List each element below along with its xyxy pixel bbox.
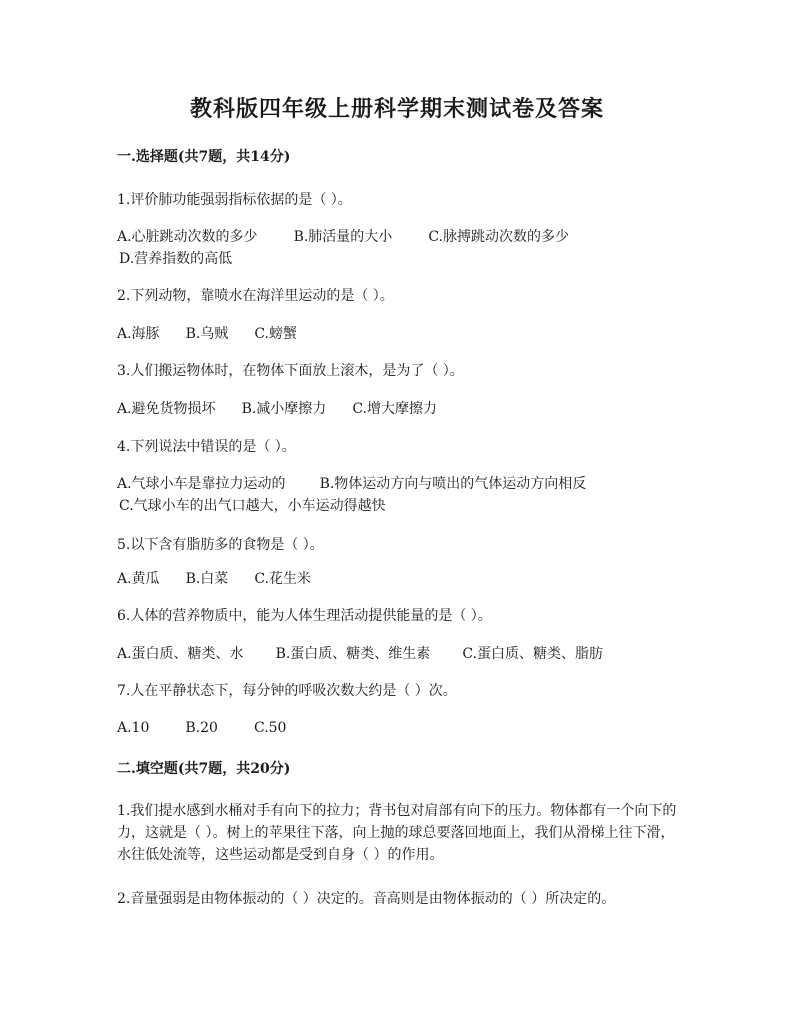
question-options — [117, 226, 687, 248]
question-stem: 3.人们搬运物体时，在物体下面放上滚木，是为了（ ）。 — [117, 363, 464, 379]
option: A.蛋白质、糖类、水 — [117, 646, 244, 662]
question-options — [117, 323, 687, 345]
option: C.脉搏跳动次数的多少 — [428, 229, 569, 245]
option: C.增大摩擦力 — [352, 401, 437, 417]
option: B.物体运动方向与喷出的气体运动方向相反 — [319, 476, 587, 492]
option: A.黄瓜 — [117, 571, 160, 587]
question-options — [117, 473, 687, 495]
option: C.50 — [253, 720, 287, 736]
fill-question-2: 2.音量强弱是由物体振动的（ ）决定的。音高则是由物体振动的（ ）所决定的。 — [117, 891, 616, 907]
question-stem: 5.以下含有脂肪多的食物是（ ）。 — [117, 537, 324, 553]
option: C.气球小车的出气口越大，小车运动得越快 — [119, 498, 386, 514]
section-heading-fill: 二.填空题(共7题，共20分) — [117, 761, 291, 777]
option: B.20 — [185, 720, 218, 736]
option: B.白菜 — [185, 571, 229, 587]
option: B.减小摩擦力 — [241, 401, 327, 417]
option: A.海豚 — [117, 326, 160, 342]
section-heading-choice: 一.选择题(共7题，共14分) — [117, 149, 291, 165]
option: A.避免货物损坏 — [117, 401, 216, 417]
option: A.气球小车是靠拉力运动的 — [117, 476, 286, 492]
option: C.花生米 — [254, 571, 311, 587]
question-options — [119, 495, 689, 517]
question-options — [117, 568, 687, 590]
option: A.心脏跳动次数的多少 — [117, 229, 258, 245]
page-title: 教科版四年级上册科学期末测试卷及答案 — [189, 96, 604, 122]
option: D.营养指数的高低 — [119, 251, 233, 267]
question-options — [117, 398, 687, 420]
question-stem: 2.下列动物，靠喷水在海洋里运动的是（ ）。 — [117, 288, 394, 304]
option: B.蛋白质、糖类、维生素 — [275, 646, 431, 662]
question-options — [117, 643, 687, 665]
question-stem: 1.评价肺功能强弱指标依据的是（ ）。 — [117, 192, 352, 208]
option: C.螃蟹 — [254, 326, 297, 342]
option: C.蛋白质、糖类、脂肪 — [462, 646, 603, 662]
question-stem: 7.人在平静状态下，每分钟的呼吸次数大约是（ ）次。 — [117, 683, 457, 699]
option: B.乌贼 — [185, 326, 229, 342]
option: B.肺活量的大小 — [293, 229, 393, 245]
question-stem: 4.下列说法中错误的是（ ）。 — [117, 439, 296, 455]
option: A.10 — [117, 720, 150, 736]
question-options — [119, 248, 689, 270]
question-options — [117, 717, 687, 739]
question-stem: 6.人体的营养物质中，能为人体生理活动提供能量的是（ ）。 — [117, 608, 492, 624]
fill-question-1: 1.我们提水感到水桶对手有向下的拉力；背书包对肩部有向下的压力。物体都有一个向下的力，这就是（ ）。树上的苹果往下落，向上抛的球总要落回地面上，我们从滑梯上往下滑，水往低处流等，这些运动都是受到自身（ ）的作用。 — [117, 803, 677, 863]
